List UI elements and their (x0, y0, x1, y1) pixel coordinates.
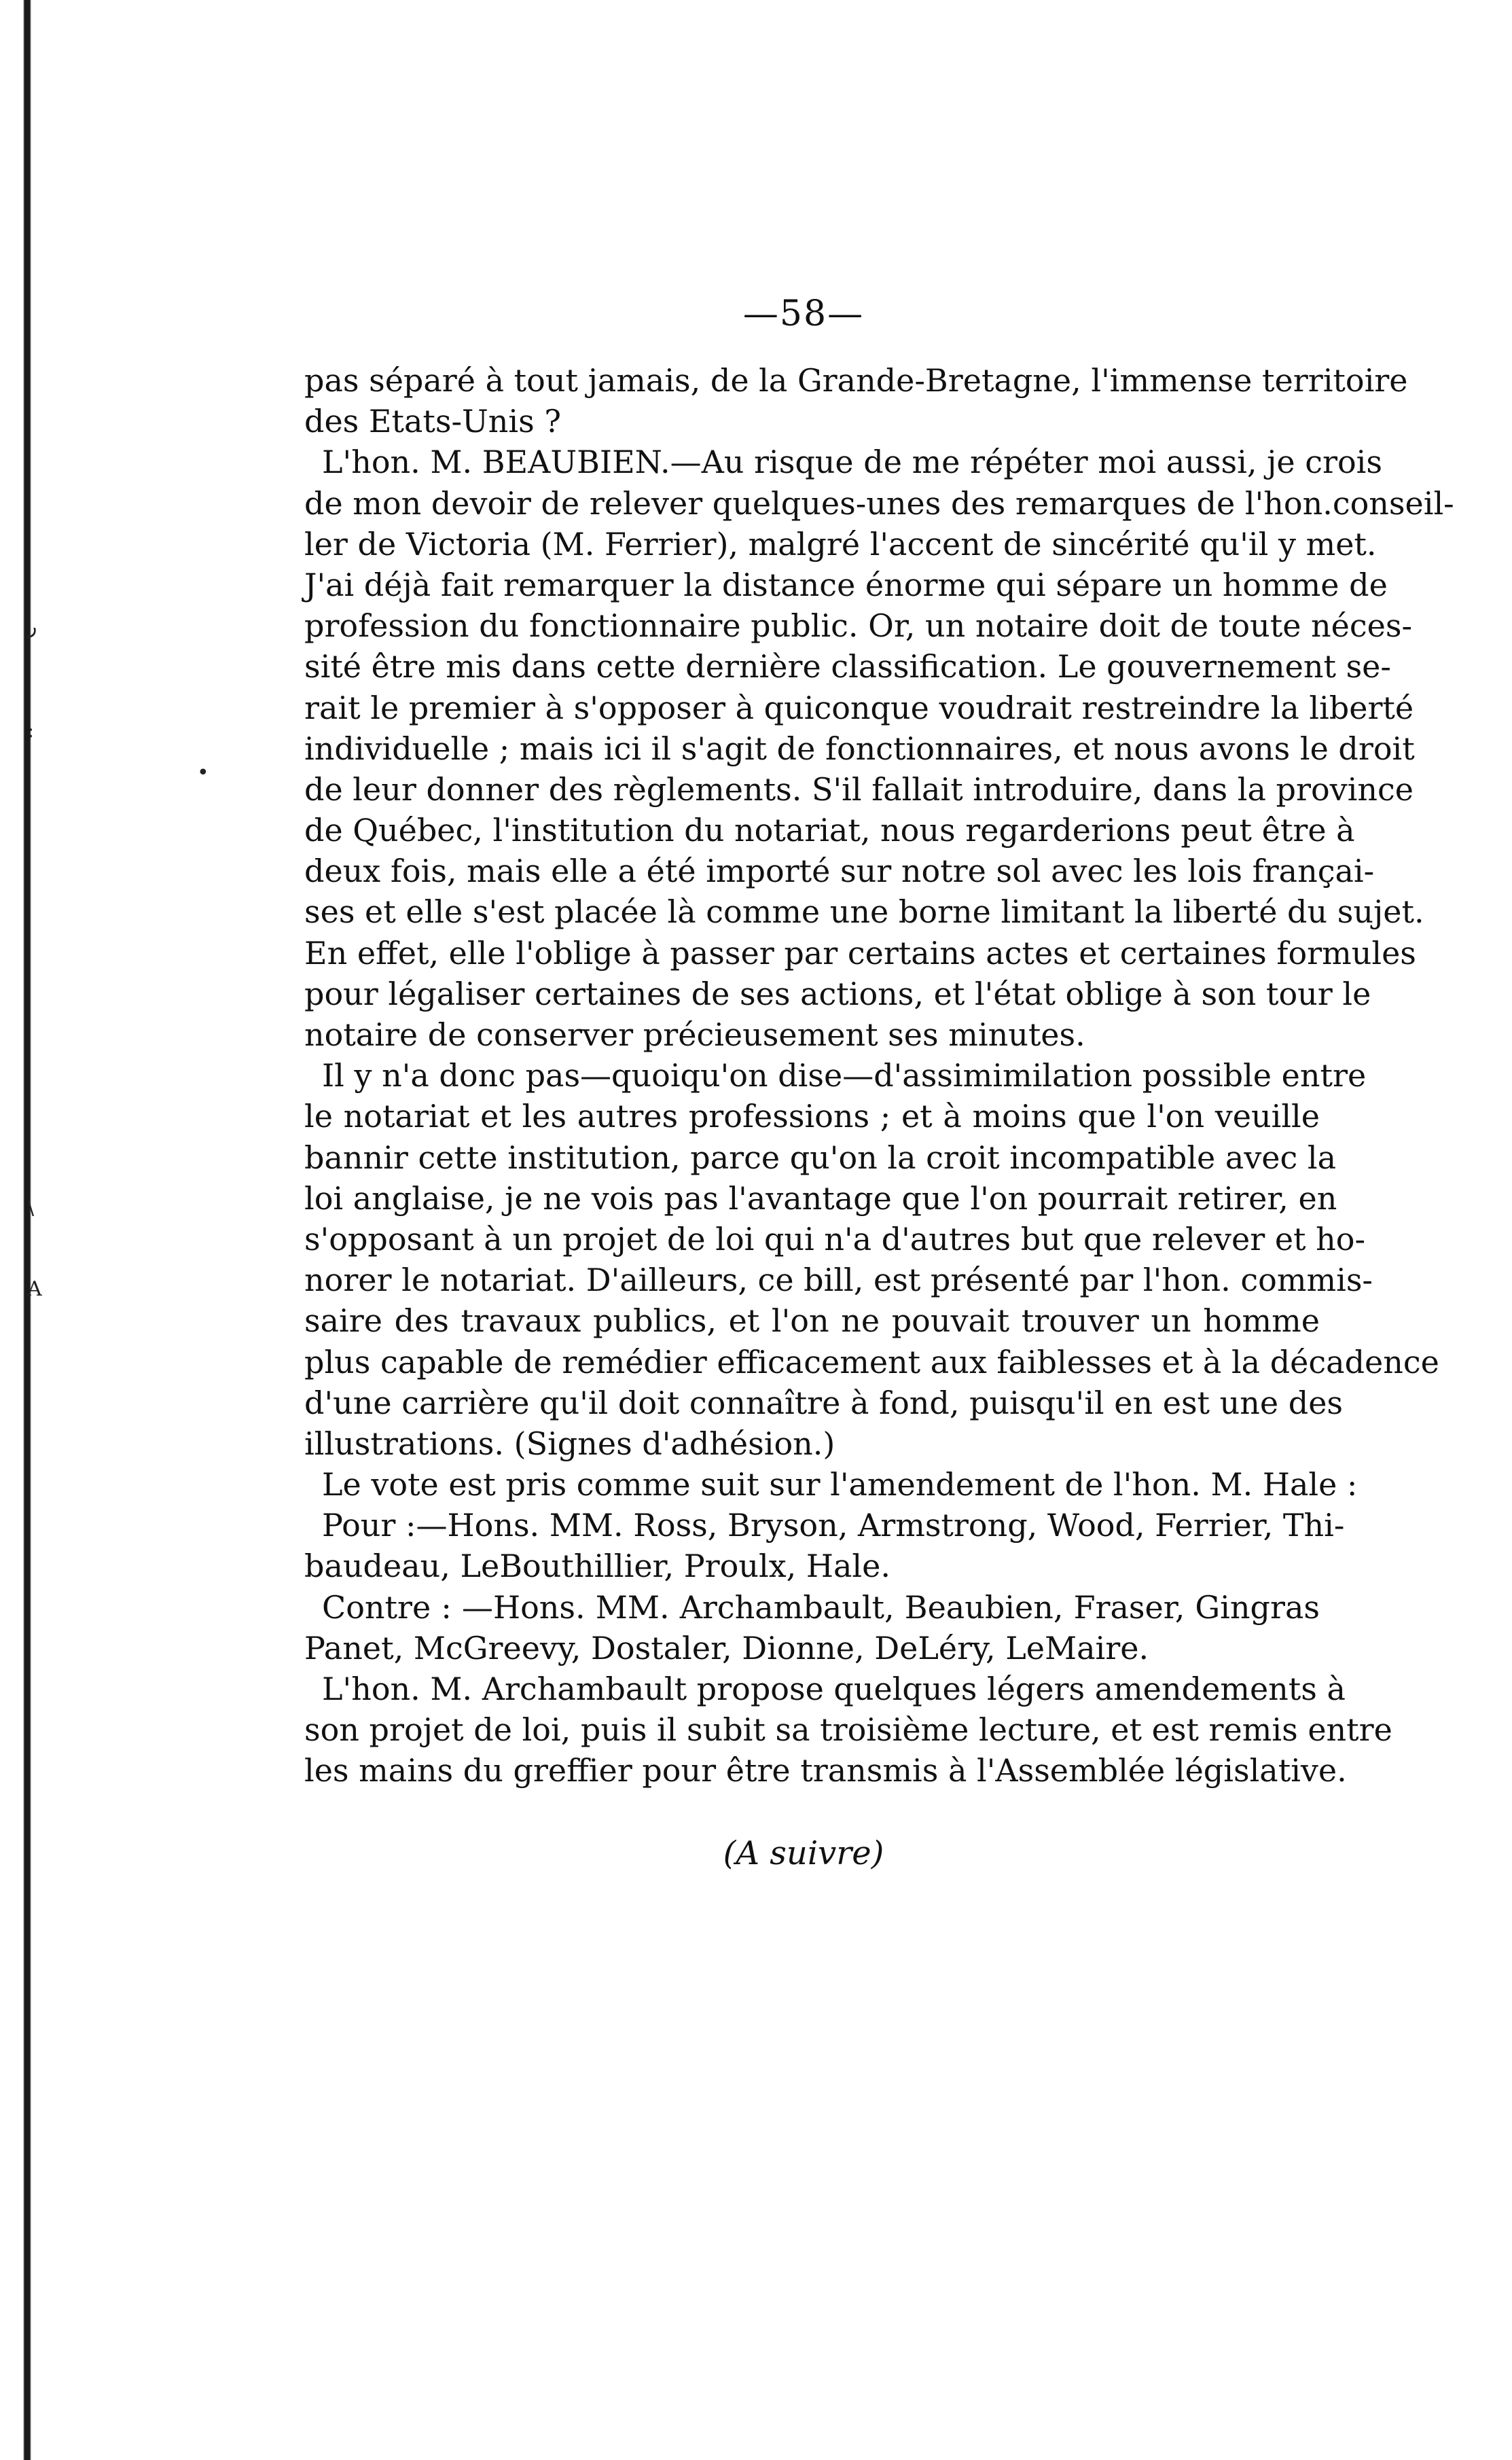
text-line: L'hon. M. BEAUBIEN.—Au risque de me répéter moi aussi, je crois (322, 444, 1382, 481)
margin-mark: • (197, 761, 209, 785)
text-line: deux fois, mais elle a été importé sur notre sol avec les lois françai- (304, 853, 1375, 890)
text-line: ler de Victoria (M. Ferrier), malgré l'accent de sincérité qu'il y met. (304, 525, 1377, 563)
text-line: J'ai déjà fait remarquer la distance énorme qui sépare un homme de (304, 566, 1388, 603)
text-line: individuelle ; mais ici il s'agit de fonctionnaires, et nous avons le droit (304, 730, 1415, 767)
margin-mark: ر (27, 615, 37, 639)
text-line: L'hon. M. Archambault propose quelques légers amendements à (322, 1671, 1346, 1707)
scan-binding-edge (0, 0, 42, 2460)
text-line: En effet, elle l'oblige à passer par certains actes et certaines formules (304, 934, 1416, 971)
text-line: des Etats-Unis ? (304, 403, 562, 440)
text-line: notaire de conserver précieusement ses minutes. (304, 1016, 1085, 1053)
text-line: son projet de loi, puis il subit sa troisième lecture, et est remis entre (304, 1711, 1392, 1749)
text-line: saire des travaux publics, et l'on ne pouvait trouver un homme (304, 1302, 1320, 1340)
margin-mark: \ (27, 1196, 35, 1219)
text-line: les mains du greffier pour être transmis à l'Assemblée législative. (304, 1752, 1347, 1789)
text-line: baudeau, LeBouthillier, Proulx, Hale. (304, 1548, 890, 1585)
text-line: rait le premier à s'opposer à quiconque voudrait restreindre la liberté (304, 689, 1414, 726)
text-line: Panet, McGreevy, Dostaler, Dionne, DeLéry, LeMaire. (304, 1629, 1149, 1666)
text-line: profession du fonctionnaire public. Or, un notaire doit de toute néces- (304, 607, 1413, 645)
text-line: illustrations. (Signes d'adhésion.) (304, 1425, 835, 1462)
text-line: le notariat et les autres professions ; et à moins que l'on veuille (304, 1098, 1320, 1135)
document-body (304, 360, 1454, 1791)
text-line: de Québec, l'institution du notariat, nous regarderions peut être à (304, 812, 1355, 849)
text-line: de leur donner des règlements. S'il fallait introduire, dans la province (304, 770, 1414, 808)
text-line: plus capable de remédier efficacement aux faiblesses et à la décadence (304, 1343, 1439, 1380)
text-line: sité être mis dans cette dernière classification. Le gouvernement se- (304, 648, 1391, 685)
text-line: Le vote est pris comme suit sur l'amendement de l'hon. M. Hale : (322, 1466, 1358, 1503)
text-line: norer le notariat. D'ailleurs, ce bill, est présenté par l'hon. commis- (304, 1262, 1373, 1299)
text-line: d'une carrière qu'il doit connaître à fond, puisqu'il en est une des (304, 1384, 1344, 1421)
text-line: Contre : —Hons. MM. Archambault, Beaubien, Fraser, Gingras (322, 1588, 1320, 1626)
text-line: bannir cette institution, parce qu'on la croit incompatible avec la (304, 1139, 1337, 1176)
text-line: de mon devoir de relever quelques-unes des remarques de l'hon.conseil- (304, 484, 1454, 522)
text-line: pour légaliser certaines de ses actions, et l'état oblige à son tour le (304, 975, 1371, 1012)
text-line: loi anglaise, je ne vois pas l'avantage que l'on pourrait retirer, en (304, 1179, 1337, 1217)
margin-mark: : (27, 719, 35, 743)
page-number: —58— (742, 293, 865, 334)
margin-mark: A (27, 1277, 42, 1301)
text-line: ses et elle s'est placée là comme une borne limitant la liberté du sujet. (304, 893, 1424, 931)
text-line: pas séparé à tout jamais, de la Grande-Bretagne, l'immense territoire (304, 362, 1408, 399)
text-line: Pour :—Hons. MM. Ross, Bryson, Armstrong, Wood, Ferrier, Thi- (322, 1507, 1345, 1544)
to-be-continued: (A suivre) (723, 1834, 884, 1872)
text-line: s'opposant à un projet de loi qui n'a d'autres but que relever et ho- (304, 1220, 1366, 1258)
text-line: Il y n'a donc pas—quoiqu'on dise—d'assimimilation possible entre (322, 1057, 1367, 1094)
